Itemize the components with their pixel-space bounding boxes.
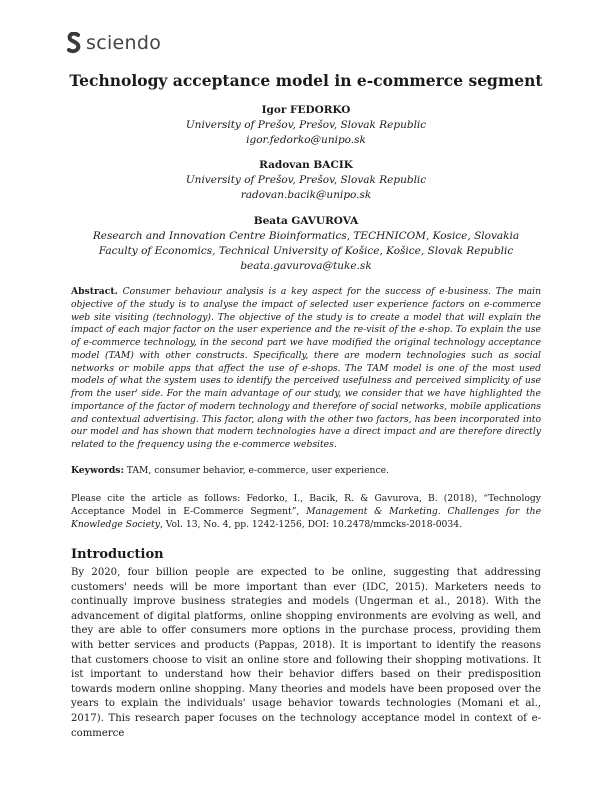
citation-prefix: Please cite the article as follows: Fedorko, I., Bacik, R. & Gavurova, B. (2018), “Technology Acceptance Model in E-Commerce Segment”, [71,493,541,517]
author-name: Igor FEDORKO [261,104,351,116]
abstract [71,286,541,452]
paper-title: Technology acceptance model in e-commerce segment [69,71,543,90]
citation-journal: Management & Marketing. Challenges for the Knowledge Society [71,506,542,530]
citation [71,492,541,531]
author-affiliation: Research and Innovation Centre Bioinformatics, TECHNICOM, Kosice, Slovakia [92,230,520,242]
sciendo-s-icon [66,32,82,54]
logo-text: sciendo [86,32,162,54]
author-name: Beata GAVUROVA [253,215,359,227]
author-block-3 [60,214,552,274]
author-name: Radovan BACIK [259,159,353,171]
author-email: igor.fedorko@unipo.sk [246,134,366,146]
author-email: radovan.bacik@unipo.sk [240,189,372,201]
citation-suffix: , Vol. 13, No. 4, pp. 1242-1256, DOI: 10.2478/mmcks-2018-0034. [159,519,463,530]
abstract-label: Abstract. [71,286,118,297]
author-block-1 [60,103,552,148]
publisher-logo [66,32,161,54]
keywords-label: Keywords: [71,465,124,476]
author-affiliation: University of Prešov, Prešov, Slovak Republic [185,119,427,131]
author-affiliation: University of Prešov, Prešov, Slovak Republic [185,174,427,186]
keywords [71,465,541,476]
author-block-2 [60,158,552,203]
author-email: beata.gavurova@tuke.sk [240,260,372,272]
keywords-text: TAM, consumer behavior, e-commerce, user experience. [126,465,389,476]
author-affiliation: Faculty of Economics, Technical University of Košice, Košice, Slovak Republic [98,245,514,257]
section-heading-introduction: Introduction [71,547,164,562]
abstract-text: Consumer behaviour analysis is a key aspect for the success of e-business. The main objective of the study is to analyse the impact of selected user experience factors on e-commerce web site visiting (technology). The objective of the study is to create a model that will explain the impact of each major factor on the user experience and the re-visit of the e-shop. To explain the use of e-commerce technology, in the second part we have modified the original technology acceptance model (TAM) with other constructs. Specifically, there are modern technologies such as social networks or mobile apps that affect the use of e-shops. The TAM model is one of the most used models of what the system uses to identify the perceived usefulness and perceived simplicity of use from the user' side. For the main advantage of our study, we consider that we have highlighted the importance of the factor of modern technology and therefore of social networks, mobile applications and contextual advertising. This factor, along with the other two factors, has been incorporated into our model and has shown that modern technologies have a direct impact and are therefore directly related to the frequency using the e-commerce websites. [71,286,541,450]
introduction-paragraph: By 2020, four billion people are expected to be online, suggesting that addressing customers' needs will be more important than ever (IDC, 2015). Marketers needs to continually improve business strategies and models (Ungerman et al., 2018). With the advancement of digital platforms, online shopping environments are evolving as well, and they are able to offer consumers more options in the purchase process, providing them with better services and products (Pappas, 2018). It is important to identify the reasons that customers choose to visit an online store and following their shopping motivations. It ist important to understand how their behavior differs based on their predisposition towards modern online shopping. Many theories and models have been proposed over the years to explain the individuals' usage behavior towards technologies (Momani et al., 2017). This research paper focuses on the technology acceptance model in context of e-commerce [71,567,541,739]
